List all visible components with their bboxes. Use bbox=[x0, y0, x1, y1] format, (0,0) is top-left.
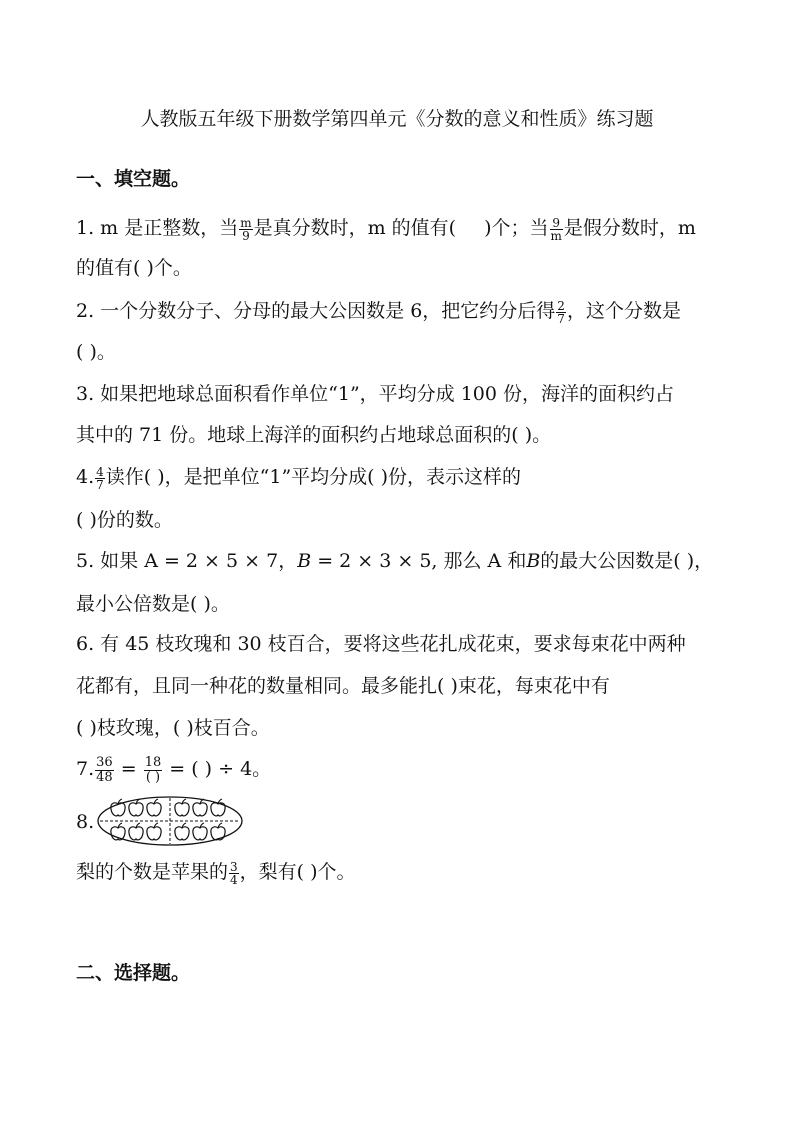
question-6-line-2: 花都有，且同一种花的数量相同。最多能扎( )束花，每束花中有 bbox=[76, 675, 610, 697]
apple-icon bbox=[129, 799, 143, 816]
fraction-4-over-7: $\frac{4}{7}$ bbox=[96, 464, 104, 492]
apple-icon bbox=[147, 823, 161, 840]
apples-oval-figure bbox=[96, 795, 246, 851]
page-title: 人教版五年级下册数学第四单元《分数的意义和性质》练习题 bbox=[140, 108, 654, 130]
apple-icon bbox=[211, 823, 225, 840]
question-5-line-2: 最小公倍数是( )。 bbox=[76, 593, 230, 615]
question-1-line-1: 1. m 是正整数，当 $\frac{m}{9}$ 是真分数时，m 的值有( )个；当 $\frac{9}{m}$ 是假分数时，m bbox=[76, 215, 696, 243]
apple-icons bbox=[111, 799, 225, 840]
fraction-18-over-blank: $\frac{18}{( )}$ bbox=[144, 754, 162, 785]
fraction-m-over-9: $\frac{m}{9}$ bbox=[240, 215, 252, 243]
question-7-line-1: 7. $\frac{36}{48}$ = $\frac{18}{( )}$ = ( ) ÷ 4。 bbox=[76, 754, 272, 785]
fraction-9-over-m: $\frac{9}{m}$ bbox=[550, 215, 562, 243]
fraction-3-over-4: $\frac{3}{4}$ bbox=[230, 859, 238, 887]
question-2-line-1: 2. 一个分数分子、分母的最大公因数是 6，把它约分后得 $\frac{2}{7}$ ，这个分数是 bbox=[76, 298, 681, 326]
question-8-label: 8. bbox=[76, 811, 95, 833]
apple-icon bbox=[147, 799, 161, 816]
fraction-36-over-48: $\frac{36}{48}$ bbox=[96, 754, 113, 785]
apple-icon bbox=[193, 823, 207, 840]
apple-icon bbox=[111, 799, 125, 816]
section-multiple-choice: 二、选择题。 bbox=[76, 962, 191, 984]
apple-oval-svg bbox=[96, 795, 246, 847]
apple-icon bbox=[129, 823, 143, 840]
apple-icon bbox=[175, 823, 189, 840]
question-6-line-1: 6. 有 45 枝玫瑰和 30 枝百合，要将这些花扎成花束，要求每束花中两种 bbox=[76, 633, 686, 655]
apple-icon bbox=[193, 799, 207, 816]
question-1-line-2: 的值有( )个。 bbox=[76, 257, 192, 279]
question-3-line-1: 3. 如果把地球总面积看作单位“1”，平均分成 100 份，海洋的面积约占 bbox=[76, 383, 675, 405]
question-5-line-1: 5. 如果 A = 2 × 5 × 7，B = 2 × 3 × 5, 那么 A 和B的最大公因数是( )， bbox=[76, 550, 714, 572]
apple-icon bbox=[175, 799, 189, 816]
question-2-line-2: ( )。 bbox=[76, 341, 116, 363]
question-4-line-1: 4. $\frac{4}{7}$ 读作( )，是把单位“1”平均分成( )份，表示这样的 bbox=[76, 464, 522, 492]
fraction-2-over-7: $\frac{2}{7}$ bbox=[557, 298, 565, 326]
section-fill-in-blank: 一、填空题。 bbox=[76, 168, 191, 190]
question-3-line-2: 其中的 71 份。地球上海洋的面积约占地球总面积的( )。 bbox=[76, 424, 552, 446]
question-4-line-2: ( )份的数。 bbox=[76, 509, 173, 531]
question-8-line-2: 梨的个数是苹果的 $\frac{3}{4}$ ，梨有( )个。 bbox=[76, 859, 356, 887]
question-6-line-3: ( )枝玫瑰，( )枝百合。 bbox=[76, 717, 270, 739]
